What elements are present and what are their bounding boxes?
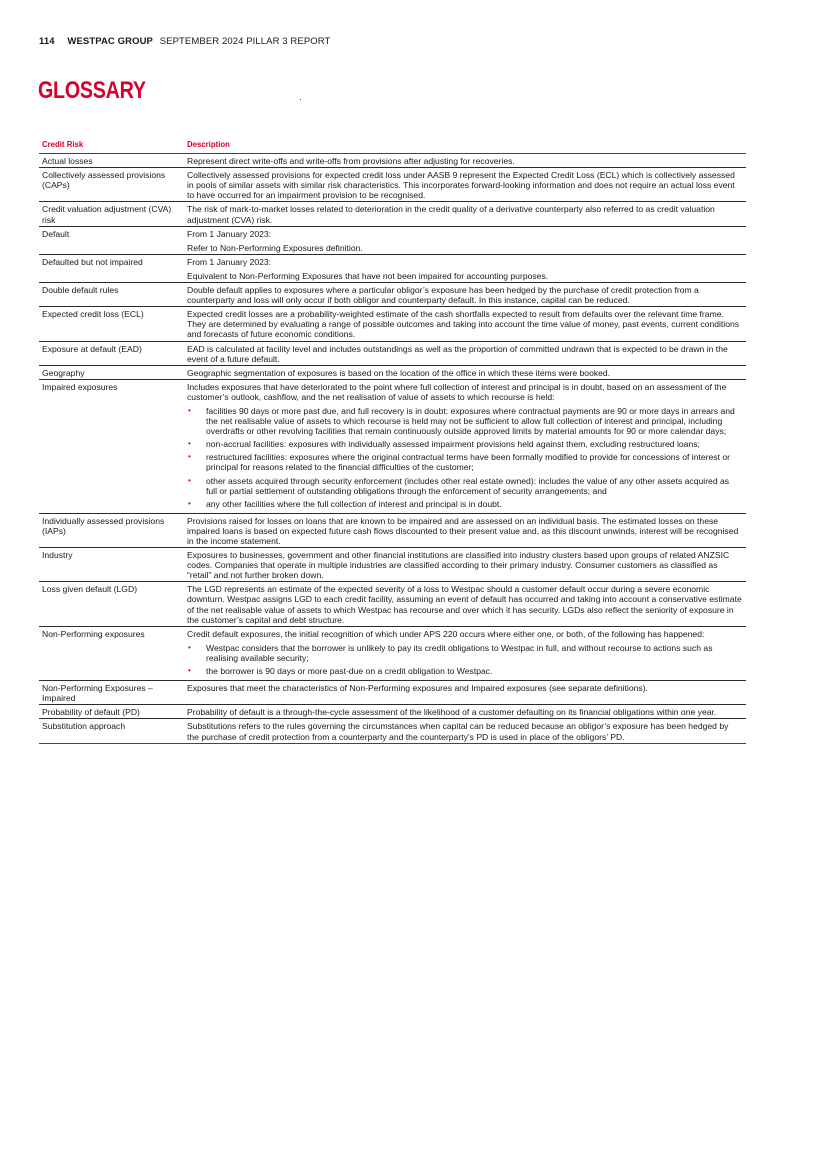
glossary-description xyxy=(184,705,746,719)
table-row xyxy=(39,379,746,513)
glossary-description xyxy=(184,719,746,743)
table-row xyxy=(39,226,746,254)
description-paragraph: Substitutions refers to the rules governing the circumstances when capital can be reduced because an obligor’s exposure has been hedged by the purchase of credit protection from a counterparty and the counterparty’s PD is used in place of the obligors’ PD. xyxy=(187,721,729,742)
bullet-dot-icon: • xyxy=(188,452,191,462)
glossary-term: Credit valuation adjustment (CVA) risk xyxy=(39,202,184,226)
bullet-dot-icon: • xyxy=(188,439,191,449)
glossary-description xyxy=(184,379,746,513)
page-number: 114 xyxy=(39,36,55,47)
table-row xyxy=(39,341,746,365)
bullet-dot-icon: • xyxy=(188,666,191,676)
bullet-text: any other facilities where the full collection of interest and principal is in doubt. xyxy=(206,498,502,509)
description-paragraph: Provisions raised for losses on loans that are known to be impaired and are assessed on an individual basis. The estimated losses on these impaired loans is based on expected future cash flows discounted to their present value and, as this discount unwinds, interest will be recognised in the income statement. xyxy=(187,515,739,546)
bullet-item xyxy=(187,643,742,663)
bullet-dot-icon: • xyxy=(188,475,191,485)
table-row xyxy=(39,681,746,705)
stray-dot xyxy=(300,99,301,100)
table-header-row xyxy=(39,137,746,154)
description-paragraph: Collectively assessed provisions for expected credit loss under AASB 9 represent the Expected Credit Loss (ECL) which is collectively assessed in pools of similar assets with similar risk characteristics. This incorporates forward-looking information and does not require an actual loss event to have occurred for an impairment provision to be recognised. xyxy=(187,170,735,201)
glossary-term: Exposure at default (EAD) xyxy=(39,341,184,365)
glossary-description xyxy=(184,283,746,307)
glossary-description xyxy=(184,341,746,365)
description-paragraph: The LGD represents an estimate of the expected severity of a loss to Westpac should a customer default occur during a severe economic downturn. Westpac assigns LGD to each credit facility, assuming an event of default has occurred and taking into account a conservative estimate of the net realisable value of assets to which Westpac has recourse and over which it has security. LGDs also reflect the seniority of exposure in the customer’s capital and debt structure. xyxy=(187,584,742,625)
glossary-description xyxy=(184,168,746,202)
description-paragraph: Double default applies to exposures where a particular obligor’s exposure has been hedged by the purchase of credit protection from a counterparty and loss will only occur if both obligor and counterparty default. In this instance, capital can be reduced. xyxy=(187,285,699,306)
glossary-table xyxy=(39,137,746,744)
bullet-item xyxy=(187,476,742,496)
table-row xyxy=(39,168,746,202)
bullet-dot-icon: • xyxy=(188,405,191,415)
table-row xyxy=(39,582,746,626)
glossary-term: Actual losses xyxy=(39,154,184,168)
bullet-item xyxy=(187,452,742,472)
organisation-name: WESTPAC GROUP xyxy=(67,36,153,47)
description-paragraph: From 1 January 2023: xyxy=(187,256,272,267)
description-paragraph: From 1 January 2023: xyxy=(187,228,272,239)
glossary-term: Loss given default (LGD) xyxy=(39,582,184,626)
glossary-term: Double default rules xyxy=(39,283,184,307)
bullet-item xyxy=(187,406,742,436)
table-row xyxy=(39,513,746,547)
table-row xyxy=(39,548,746,582)
column-header-credit-risk: Credit Risk xyxy=(39,137,184,154)
column-header-description: Description xyxy=(184,137,746,154)
table-row xyxy=(39,283,746,307)
glossary-term: Impaired exposures xyxy=(39,379,184,513)
glossary-term: Expected credit loss (ECL) xyxy=(39,307,184,341)
bullet-dot-icon: • xyxy=(188,498,191,508)
glossary-term: Industry xyxy=(39,548,184,582)
table-row xyxy=(39,307,746,341)
description-paragraph: Includes exposures that have deteriorated to the point where full collection of interest and principal is in doubt, based on an assessment of the customer’s outlook, cashflow, and the net realisation of value of assets to which recourse is held: xyxy=(187,381,727,402)
glossary-description xyxy=(184,681,746,705)
bullet-list xyxy=(187,406,742,509)
description-paragraph: Probability of default is a through-the-cycle assessment of the likelihood of a customer defaulting on its financial obligations within one year. xyxy=(187,707,717,718)
glossary-description xyxy=(184,226,746,254)
glossary-term: Probability of default (PD) xyxy=(39,705,184,719)
page-title: GLOSSARY xyxy=(38,77,146,104)
table-row xyxy=(39,154,746,168)
glossary-description xyxy=(184,548,746,582)
description-paragraph: The risk of mark-to-market losses related to deterioration in the credit quality of a derivative counterparty also referred to as credit valuation adjustment (CVA) risk. xyxy=(187,204,715,225)
description-paragraph: Expected credit losses are a probability-weighted estimate of the cash shortfalls expected to result from defaults over the relevant time frame. They are determined by evaluating a range of possible outcomes and taking into account the time value of money, past events, current conditions and forecasts of future economic conditions. xyxy=(187,309,740,340)
description-paragraph: Geographic segmentation of exposures is based on the location of the office in which these items were booked. xyxy=(187,367,611,378)
bullet-text: restructured facilities: exposures where the original contractual terms have been formally modified to provide for concessions of interest or principal for reasons related to the financial difficulties of the customer; xyxy=(206,452,730,473)
glossary-description xyxy=(184,582,746,626)
bullet-item xyxy=(187,666,742,676)
bullet-dot-icon: • xyxy=(188,642,191,652)
description-paragraph: Exposures to businesses, government and other financial institutions are classified into industry clusters based upon groups of related ANZSIC codes. Companies that operate in multiple industries are classified according to their primary industry. Consumer customers as classified as “retail” and not further broken down. xyxy=(187,550,730,581)
table-row xyxy=(39,719,746,743)
glossary-term: Non-Performing exposures xyxy=(39,626,184,680)
description-paragraph: Credit default exposures, the initial recognition of which under APS 220 occurs where either one, or both, of the following has happened: xyxy=(187,628,705,639)
glossary-description xyxy=(184,307,746,341)
glossary-description xyxy=(184,513,746,547)
description-paragraph: Represent direct write-offs and write-offs from provisions after adjusting for recoveries. xyxy=(187,156,515,167)
description-paragraph: EAD is calculated at facility level and includes outstandings as well as the proportion of committed undrawn that is expected to be drawn in the event of a future default. xyxy=(187,343,728,364)
bullet-text: other assets acquired through security enforcement (includes other real estate owned): includes the value of any other assets acquired as full or partial settlement of outstanding obligations through the enforcement of security arrangements; and xyxy=(206,475,730,496)
glossary-description xyxy=(184,254,746,282)
table-row xyxy=(39,202,746,226)
glossary-description xyxy=(184,154,746,168)
bullet-item xyxy=(187,439,742,449)
glossary-description xyxy=(184,202,746,226)
table-row xyxy=(39,365,746,379)
glossary-term: Collectively assessed provisions (CAPs) xyxy=(39,168,184,202)
bullet-text: facilities 90 days or more past due, and full recovery is in doubt: exposures where contractual payments are 90 or more days in arrears and the net realisable value of assets to which recourse is held may not be sufficient to allow full collection of interest and principal, including overdrafts or other revolving facilities that remain continuously outside approved limits by material amounts for 90 or more calendar days; xyxy=(206,405,735,437)
glossary-term: Substitution approach xyxy=(39,719,184,743)
glossary-term: Default xyxy=(39,226,184,254)
description-paragraph: Refer to Non-Performing Exposures definition. xyxy=(187,242,363,253)
bullet-text: the borrower is 90 days or more past-due on a credit obligation to Westpac. xyxy=(206,666,493,677)
glossary-description xyxy=(184,365,746,379)
description-paragraph: Exposures that meet the characteristics of Non-Performing exposures and Impaired exposures (see separate definitions). xyxy=(187,683,648,694)
bullet-text: Westpac considers that the borrower is unlikely to pay its credit obligations to Westpac in full, and without recourse to actions such as realising available security; xyxy=(206,642,713,663)
glossary-description xyxy=(184,626,746,680)
report-name: SEPTEMBER 2024 PILLAR 3 REPORT xyxy=(159,36,331,47)
description-paragraph: Equivalent to Non-Performing Exposures that have not been impaired for accounting purposes. xyxy=(187,270,549,281)
bullet-item xyxy=(187,499,742,509)
glossary-term: Geography xyxy=(39,365,184,379)
glossary-term: Individually assessed provisions (IAPs) xyxy=(39,513,184,547)
glossary-term: Non-Performing Exposures – Impaired xyxy=(39,681,184,705)
glossary-term: Defaulted but not impaired xyxy=(39,254,184,282)
table-row xyxy=(39,626,746,680)
page-header xyxy=(39,36,330,47)
table-row xyxy=(39,254,746,282)
bullet-text: non-accrual facilities: exposures with individually assessed impairment provisions held against them, excluding restructured loans; xyxy=(206,439,700,450)
table-row xyxy=(39,705,746,719)
glossary-body xyxy=(39,154,746,744)
bullet-list xyxy=(187,643,742,676)
